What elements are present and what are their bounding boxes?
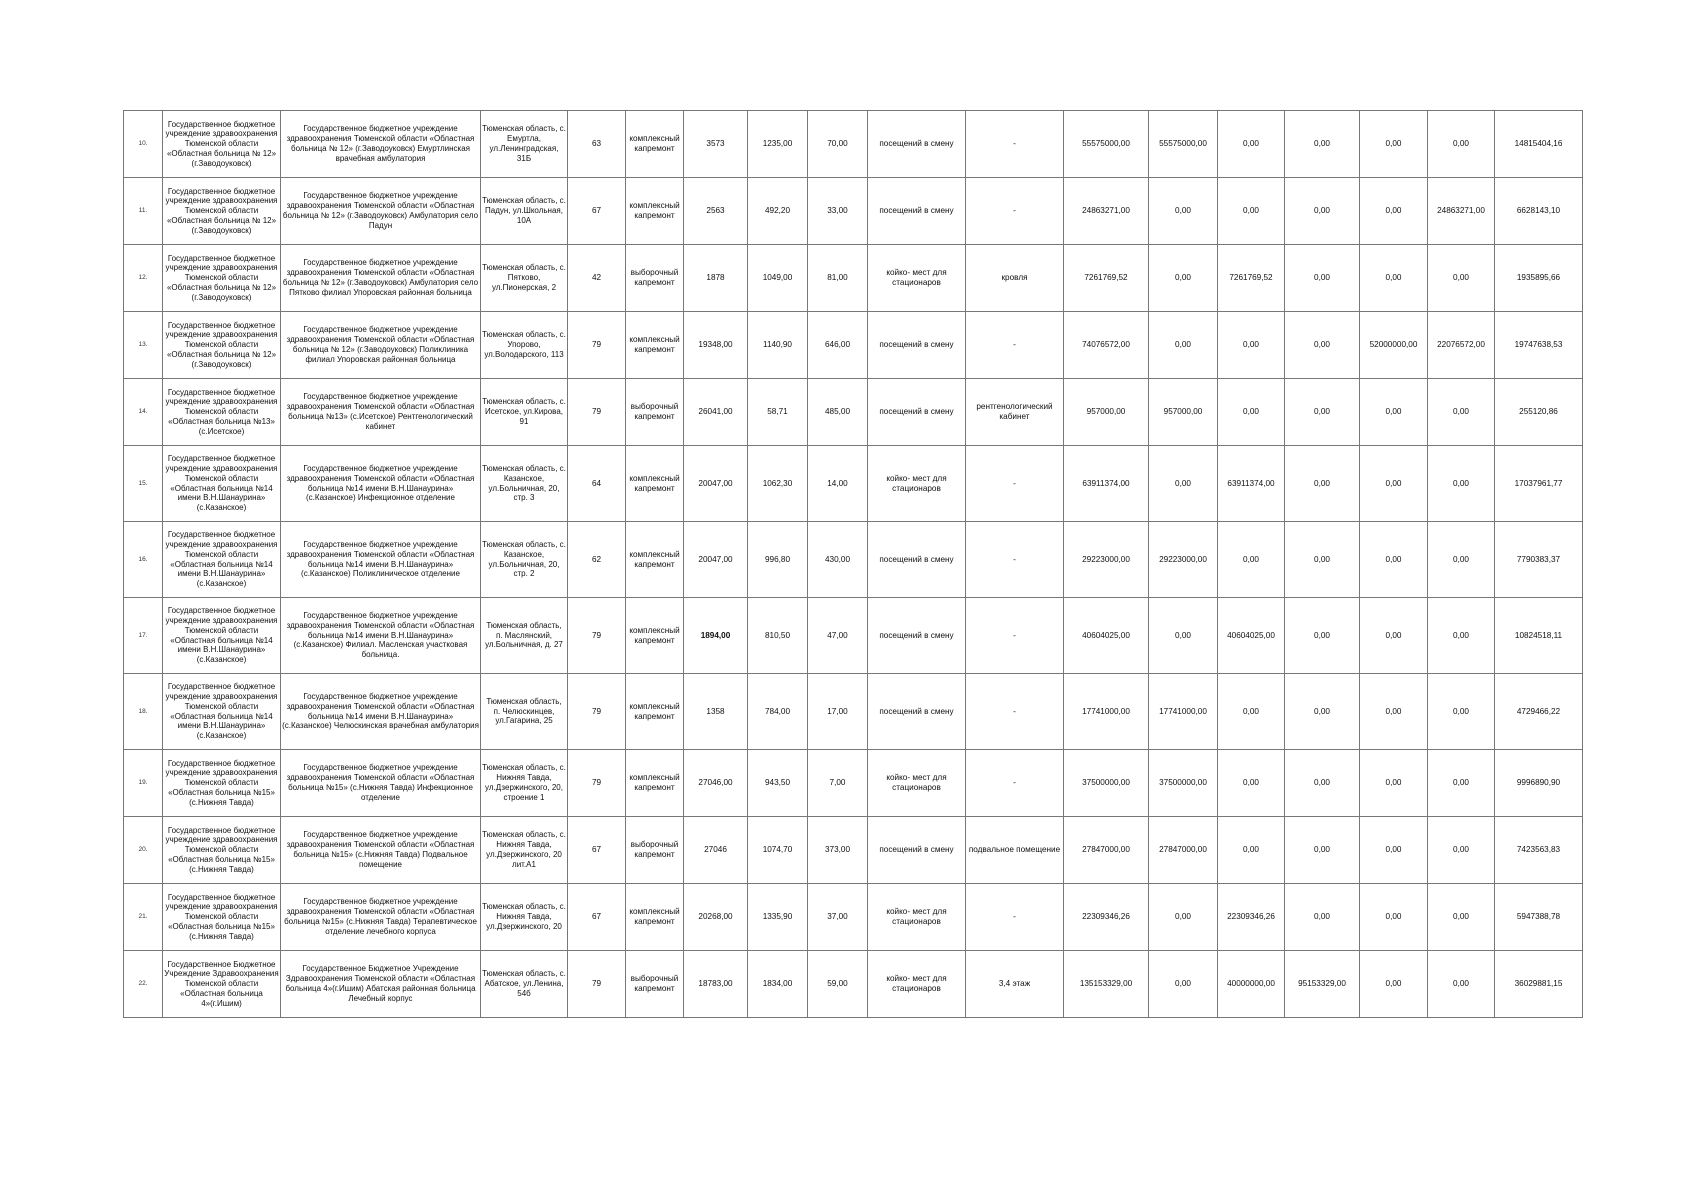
table-row: [124, 522, 1583, 598]
wear-percent: 79: [568, 674, 626, 750]
repair-type: выборочный капремонт: [626, 379, 684, 446]
total-cost: 135153329,00: [1064, 951, 1149, 1018]
row-number: 11.: [124, 178, 163, 245]
capacity-unit: посещений в смену: [868, 111, 966, 178]
wear-percent: 79: [568, 951, 626, 1018]
row-number: 15.: [124, 446, 163, 522]
year-3-cost: 0,00: [1285, 817, 1360, 884]
total-cost: 22309346,26: [1064, 884, 1149, 951]
final-cost: 36029881,15: [1495, 951, 1583, 1018]
repair-type: комплексный капремонт: [626, 178, 684, 245]
year-5-cost: 22076572,00: [1428, 312, 1495, 379]
repair-part: -: [966, 522, 1064, 598]
capacity: 59,00: [808, 951, 868, 1018]
institution-name: Государственное бюджетное учреждение здравоохранения Тюменской области «Областная больница № 12» (г.Заводоуковск): [163, 178, 281, 245]
repair-part: подвальное помещение: [966, 817, 1064, 884]
facility-address: Тюменская область, с. Емуртла, ул.Ленинградская, 31Б: [481, 111, 568, 178]
wear-percent: 67: [568, 884, 626, 951]
table-row: [124, 178, 1583, 245]
facility-name: Государственное бюджетное учреждение здравоохранения Тюменской области «Областная больница №15» (с.Нижняя Тавда) Инфекционное отделение: [281, 750, 481, 817]
year-4-cost: 0,00: [1360, 884, 1428, 951]
row-number: 22.: [124, 951, 163, 1018]
capacity-unit: посещений в смену: [868, 379, 966, 446]
facility-name: Государственное бюджетное учреждение здравоохранения Тюменской области «Областная больница № 12» (г.Заводоуковск) Амбулатория село Пятково филиал Упоровская районная больница: [281, 245, 481, 312]
year-5-cost: 0,00: [1428, 598, 1495, 674]
total-cost: 40604025,00: [1064, 598, 1149, 674]
repair-type: выборочный капремонт: [626, 245, 684, 312]
facility-name: Государственное бюджетное учреждение здравоохранения Тюменской области «Областная больница №14 имени В.Н.Шанаурина» (с.Казанское) Филиал. Масленская участковая больница.: [281, 598, 481, 674]
table-row: [124, 312, 1583, 379]
facility-name: Государственное бюджетное учреждение здравоохранения Тюменской области «Областная больница № 12» (г.Заводоуковск) Амбулатория село Падун: [281, 178, 481, 245]
year-5-cost: 0,00: [1428, 674, 1495, 750]
institution-name: Государственное бюджетное учреждение здравоохранения Тюменской области «Областная больница № 12» (г.Заводоуковск): [163, 245, 281, 312]
facility-name: Государственное Бюджетное Учреждение Здравоохранения Тюменской области «Областная больница 4»(г.Ишим) Абатская районная больница Лечебный корпус: [281, 951, 481, 1018]
year-2-cost: 0,00: [1218, 312, 1285, 379]
total-cost: 63911374,00: [1064, 446, 1149, 522]
capacity: 47,00: [808, 598, 868, 674]
table-row: [124, 379, 1583, 446]
year-1-cost: 0,00: [1149, 178, 1218, 245]
value-1: 1358: [684, 674, 748, 750]
area-sqm: 1140,90: [748, 312, 808, 379]
area-sqm: 1074,70: [748, 817, 808, 884]
area-sqm: 784,00: [748, 674, 808, 750]
capacity-unit: койко- мест для стационаров: [868, 446, 966, 522]
wear-percent: 62: [568, 522, 626, 598]
value-1: 26041,00: [684, 379, 748, 446]
institution-name: Государственное бюджетное учреждение здравоохранения Тюменской области «Областная больница № 12» (г.Заводоуковск): [163, 312, 281, 379]
facility-address: Тюменская область, с. Нижняя Тавда, ул.Дзержинского, 20, строение 1: [481, 750, 568, 817]
area-sqm: 943,50: [748, 750, 808, 817]
year-3-cost: 0,00: [1285, 884, 1360, 951]
repair-type: комплексный капремонт: [626, 750, 684, 817]
value-1: 20047,00: [684, 446, 748, 522]
value-1: 20268,00: [684, 884, 748, 951]
final-cost: 1935895,66: [1495, 245, 1583, 312]
year-4-cost: 0,00: [1360, 750, 1428, 817]
repair-type: выборочный капремонт: [626, 817, 684, 884]
year-1-cost: 17741000,00: [1149, 674, 1218, 750]
facility-name: Государственное бюджетное учреждение здравоохранения Тюменской области «Областная больница № 12» (г.Заводоуковск) Емуртлинская врачебная амбулатория: [281, 111, 481, 178]
final-cost: 7790383,37: [1495, 522, 1583, 598]
institution-name: Государственное бюджетное учреждение здравоохранения Тюменской области «Областная больница №14 имени В.Н.Шанаурина» (с.Казанское): [163, 446, 281, 522]
wear-percent: 79: [568, 312, 626, 379]
year-2-cost: 0,00: [1218, 750, 1285, 817]
year-1-cost: 55575000,00: [1149, 111, 1218, 178]
capacity-unit: посещений в смену: [868, 674, 966, 750]
facility-address: Тюменская область, с. Казанское, ул.Больничная, 20, стр. 2: [481, 522, 568, 598]
facility-address: Тюменская область, с. Абатское, ул.Ленина, 54б: [481, 951, 568, 1018]
row-number: 18.: [124, 674, 163, 750]
repair-type: комплексный капремонт: [626, 884, 684, 951]
capacity: 373,00: [808, 817, 868, 884]
repair-part: -: [966, 111, 1064, 178]
year-4-cost: 0,00: [1360, 446, 1428, 522]
repair-part: 3,4 этаж: [966, 951, 1064, 1018]
year-2-cost: 7261769,52: [1218, 245, 1285, 312]
year-1-cost: 0,00: [1149, 446, 1218, 522]
wear-percent: 67: [568, 817, 626, 884]
year-2-cost: 0,00: [1218, 178, 1285, 245]
year-1-cost: 0,00: [1149, 884, 1218, 951]
repair-type: комплексный капремонт: [626, 111, 684, 178]
year-3-cost: 0,00: [1285, 446, 1360, 522]
value-1: 1894,00: [684, 598, 748, 674]
repair-part: -: [966, 312, 1064, 379]
year-3-cost: 0,00: [1285, 674, 1360, 750]
year-5-cost: 24863271,00: [1428, 178, 1495, 245]
facility-address: Тюменская область, с. Исетское, ул.Кирова, 91: [481, 379, 568, 446]
repair-part: рентгенологический кабинет: [966, 379, 1064, 446]
total-cost: 24863271,00: [1064, 178, 1149, 245]
institution-name: Государственное бюджетное учреждение здравоохранения Тюменской области «Областная больница №14 имени В.Н.Шанаурина» (с.Казанское): [163, 674, 281, 750]
final-cost: 6628143,10: [1495, 178, 1583, 245]
year-1-cost: 0,00: [1149, 598, 1218, 674]
capacity-unit: посещений в смену: [868, 522, 966, 598]
year-5-cost: 0,00: [1428, 750, 1495, 817]
year-2-cost: 40000000,00: [1218, 951, 1285, 1018]
year-5-cost: 0,00: [1428, 245, 1495, 312]
table-row: [124, 884, 1583, 951]
facility-address: Тюменская область, с. Пятково, ул.Пионерская, 2: [481, 245, 568, 312]
year-1-cost: 957000,00: [1149, 379, 1218, 446]
wear-percent: 64: [568, 446, 626, 522]
year-1-cost: 29223000,00: [1149, 522, 1218, 598]
year-5-cost: 0,00: [1428, 522, 1495, 598]
row-number: 13.: [124, 312, 163, 379]
value-1: 19348,00: [684, 312, 748, 379]
table-row: [124, 598, 1583, 674]
year-4-cost: 52000000,00: [1360, 312, 1428, 379]
repair-type: комплексный капремонт: [626, 598, 684, 674]
year-3-cost: 0,00: [1285, 312, 1360, 379]
wear-percent: 79: [568, 379, 626, 446]
year-1-cost: 0,00: [1149, 245, 1218, 312]
repair-part: -: [966, 178, 1064, 245]
year-4-cost: 0,00: [1360, 379, 1428, 446]
institution-name: Государственное бюджетное учреждение здравоохранения Тюменской области «Областная больница №15» (с.Нижняя Тавда): [163, 817, 281, 884]
final-cost: 5947388,78: [1495, 884, 1583, 951]
final-cost: 17037961,77: [1495, 446, 1583, 522]
capacity: 37,00: [808, 884, 868, 951]
wear-percent: 63: [568, 111, 626, 178]
facility-address: Тюменская область, с. Падун, ул.Школьная, 10А: [481, 178, 568, 245]
wear-percent: 67: [568, 178, 626, 245]
facility-address: Тюменская область, с. Нижняя Тавда, ул.Дзержинского, 20 лит.А1: [481, 817, 568, 884]
facility-address: Тюменская область, с. Упорово, ул.Володарского, 113: [481, 312, 568, 379]
year-4-cost: 0,00: [1360, 951, 1428, 1018]
final-cost: 255120,86: [1495, 379, 1583, 446]
facility-name: Государственное бюджетное учреждение здравоохранения Тюменской области «Областная больница №14 имени В.Н.Шанаурина» (с.Казанское) Поликлиническое отделение: [281, 522, 481, 598]
institution-name: Государственное бюджетное учреждение здравоохранения Тюменской области «Областная больница №14 имени В.Н.Шанаурина» (с.Казанское): [163, 598, 281, 674]
area-sqm: 1049,00: [748, 245, 808, 312]
year-2-cost: 0,00: [1218, 379, 1285, 446]
year-3-cost: 0,00: [1285, 111, 1360, 178]
area-sqm: 1062,30: [748, 446, 808, 522]
institution-name: Государственное Бюджетное Учреждение Здравоохранения Тюменской области «Областная больница 4»(г.Ишим): [163, 951, 281, 1018]
capacity: 81,00: [808, 245, 868, 312]
value-1: 18783,00: [684, 951, 748, 1018]
capacity: 14,00: [808, 446, 868, 522]
document-sheet: [123, 110, 1583, 1018]
repair-part: -: [966, 674, 1064, 750]
final-cost: 19747638,53: [1495, 312, 1583, 379]
row-number: 20.: [124, 817, 163, 884]
row-number: 16.: [124, 522, 163, 598]
repair-part: -: [966, 598, 1064, 674]
year-4-cost: 0,00: [1360, 674, 1428, 750]
final-cost: 9996890,90: [1495, 750, 1583, 817]
table-row: [124, 446, 1583, 522]
year-5-cost: 0,00: [1428, 817, 1495, 884]
capacity: 70,00: [808, 111, 868, 178]
capacity-unit: посещений в смену: [868, 178, 966, 245]
table-row: [124, 951, 1583, 1018]
area-sqm: 492,20: [748, 178, 808, 245]
institution-name: Государственное бюджетное учреждение здравоохранения Тюменской области «Областная больница №15» (с.Нижняя Тавда): [163, 750, 281, 817]
repair-type: комплексный капремонт: [626, 312, 684, 379]
year-1-cost: 27847000,00: [1149, 817, 1218, 884]
facility-name: Государственное бюджетное учреждение здравоохранения Тюменской области «Областная больница №15» (с.Нижняя Тавда) Терапевтическое отделение лечебного корпуса: [281, 884, 481, 951]
capacity-unit: койко- мест для стационаров: [868, 750, 966, 817]
year-5-cost: 0,00: [1428, 446, 1495, 522]
facility-address: Тюменская область, с. Нижняя Тавда, ул.Дзержинского, 20: [481, 884, 568, 951]
capacity-unit: посещений в смену: [868, 817, 966, 884]
year-1-cost: 0,00: [1149, 951, 1218, 1018]
total-cost: 29223000,00: [1064, 522, 1149, 598]
year-2-cost: 0,00: [1218, 674, 1285, 750]
total-cost: 74076572,00: [1064, 312, 1149, 379]
year-4-cost: 0,00: [1360, 245, 1428, 312]
repair-part: кровля: [966, 245, 1064, 312]
capacity-unit: койко- мест для стационаров: [868, 951, 966, 1018]
table-row: [124, 111, 1583, 178]
facility-address: Тюменская область, п. Челюскинцев, ул.Гагарина, 25: [481, 674, 568, 750]
total-cost: 37500000,00: [1064, 750, 1149, 817]
capacity: 430,00: [808, 522, 868, 598]
total-cost: 7261769,52: [1064, 245, 1149, 312]
capacity: 7,00: [808, 750, 868, 817]
year-3-cost: 0,00: [1285, 379, 1360, 446]
year-3-cost: 0,00: [1285, 522, 1360, 598]
capacity: 646,00: [808, 312, 868, 379]
year-4-cost: 0,00: [1360, 111, 1428, 178]
area-sqm: 1235,00: [748, 111, 808, 178]
year-5-cost: 0,00: [1428, 111, 1495, 178]
facility-name: Государственное бюджетное учреждение здравоохранения Тюменской области «Областная больница № 12» (г.Заводоуковск) Поликлиника филиал Упоровская районная больница: [281, 312, 481, 379]
repair-part: -: [966, 446, 1064, 522]
capacity-unit: посещений в смену: [868, 312, 966, 379]
repair-part: -: [966, 750, 1064, 817]
row-number: 19.: [124, 750, 163, 817]
year-3-cost: 0,00: [1285, 178, 1360, 245]
facility-address: Тюменская область, п. Маслянский, ул.Больничная, д. 27: [481, 598, 568, 674]
facility-name: Государственное бюджетное учреждение здравоохранения Тюменской области «Областная больница №15» (с.Нижняя Тавда) Подвальное помещение: [281, 817, 481, 884]
final-cost: 10824518,11: [1495, 598, 1583, 674]
area-sqm: 58,71: [748, 379, 808, 446]
facility-name: Государственное бюджетное учреждение здравоохранения Тюменской области «Областная больница №13» (с.Исетское) Рентгенологический кабинет: [281, 379, 481, 446]
year-3-cost: 0,00: [1285, 245, 1360, 312]
table-row: [124, 817, 1583, 884]
wear-percent: 79: [568, 750, 626, 817]
year-2-cost: 0,00: [1218, 817, 1285, 884]
year-5-cost: 0,00: [1428, 884, 1495, 951]
institution-name: Государственное бюджетное учреждение здравоохранения Тюменской области «Областная больница № 12» (г.Заводоуковск): [163, 111, 281, 178]
table-row: [124, 674, 1583, 750]
institution-name: Государственное бюджетное учреждение здравоохранения Тюменской области «Областная больница №13» (с.Исетское): [163, 379, 281, 446]
institution-name: Государственное бюджетное учреждение здравоохранения Тюменской области «Областная больница №15» (с.Нижняя Тавда): [163, 884, 281, 951]
repair-type: выборочный капремонт: [626, 951, 684, 1018]
year-3-cost: 0,00: [1285, 750, 1360, 817]
year-4-cost: 0,00: [1360, 522, 1428, 598]
wear-percent: 42: [568, 245, 626, 312]
year-1-cost: 0,00: [1149, 312, 1218, 379]
value-1: 2563: [684, 178, 748, 245]
capacity: 33,00: [808, 178, 868, 245]
wear-percent: 79: [568, 598, 626, 674]
row-number: 12.: [124, 245, 163, 312]
table-row: [124, 750, 1583, 817]
capacity-unit: посещений в смену: [868, 598, 966, 674]
year-5-cost: 0,00: [1428, 951, 1495, 1018]
repair-type: комплексный капремонт: [626, 446, 684, 522]
facility-name: Государственное бюджетное учреждение здравоохранения Тюменской области «Областная больница №14 имени В.Н.Шанаурина» (с.Казанское) Инфекционное отделение: [281, 446, 481, 522]
table-body: [124, 111, 1583, 1018]
area-sqm: 996,80: [748, 522, 808, 598]
year-4-cost: 0,00: [1360, 598, 1428, 674]
value-1: 1878: [684, 245, 748, 312]
facility-address: Тюменская область, с. Казанское, ул.Больничная, 20, стр. 3: [481, 446, 568, 522]
year-2-cost: 22309346,26: [1218, 884, 1285, 951]
year-2-cost: 40604025,00: [1218, 598, 1285, 674]
capacity: 17,00: [808, 674, 868, 750]
institution-name: Государственное бюджетное учреждение здравоохранения Тюменской области «Областная больница №14 имени В.Н.Шанаурина» (с.Казанское): [163, 522, 281, 598]
year-2-cost: 0,00: [1218, 111, 1285, 178]
area-sqm: 810,50: [748, 598, 808, 674]
year-4-cost: 0,00: [1360, 178, 1428, 245]
year-1-cost: 37500000,00: [1149, 750, 1218, 817]
final-cost: 7423563,83: [1495, 817, 1583, 884]
row-number: 17.: [124, 598, 163, 674]
row-number: 10.: [124, 111, 163, 178]
total-cost: 27847000,00: [1064, 817, 1149, 884]
year-5-cost: 0,00: [1428, 379, 1495, 446]
year-3-cost: 95153329,00: [1285, 951, 1360, 1018]
capacity-unit: койко- мест для стационаров: [868, 245, 966, 312]
year-2-cost: 0,00: [1218, 522, 1285, 598]
repair-type: комплексный капремонт: [626, 674, 684, 750]
value-1: 27046,00: [684, 750, 748, 817]
area-sqm: 1335,90: [748, 884, 808, 951]
value-1: 3573: [684, 111, 748, 178]
row-number: 21.: [124, 884, 163, 951]
year-2-cost: 63911374,00: [1218, 446, 1285, 522]
total-cost: 55575000,00: [1064, 111, 1149, 178]
final-cost: 14815404,16: [1495, 111, 1583, 178]
year-3-cost: 0,00: [1285, 598, 1360, 674]
repair-part: -: [966, 884, 1064, 951]
value-1: 27046: [684, 817, 748, 884]
capacity: 485,00: [808, 379, 868, 446]
total-cost: 957000,00: [1064, 379, 1149, 446]
value-1: 20047,00: [684, 522, 748, 598]
area-sqm: 1834,00: [748, 951, 808, 1018]
capital-repair-table: [123, 110, 1583, 1018]
total-cost: 17741000,00: [1064, 674, 1149, 750]
row-number: 14.: [124, 379, 163, 446]
facility-name: Государственное бюджетное учреждение здравоохранения Тюменской области «Областная больница №14 имени В.Н.Шанаурина» (с.Казанское) Челюскинская врачебная амбулатория: [281, 674, 481, 750]
year-4-cost: 0,00: [1360, 817, 1428, 884]
capacity-unit: койко- мест для стационаров: [868, 884, 966, 951]
table-row: [124, 245, 1583, 312]
final-cost: 4729466,22: [1495, 674, 1583, 750]
repair-type: комплексный капремонт: [626, 522, 684, 598]
